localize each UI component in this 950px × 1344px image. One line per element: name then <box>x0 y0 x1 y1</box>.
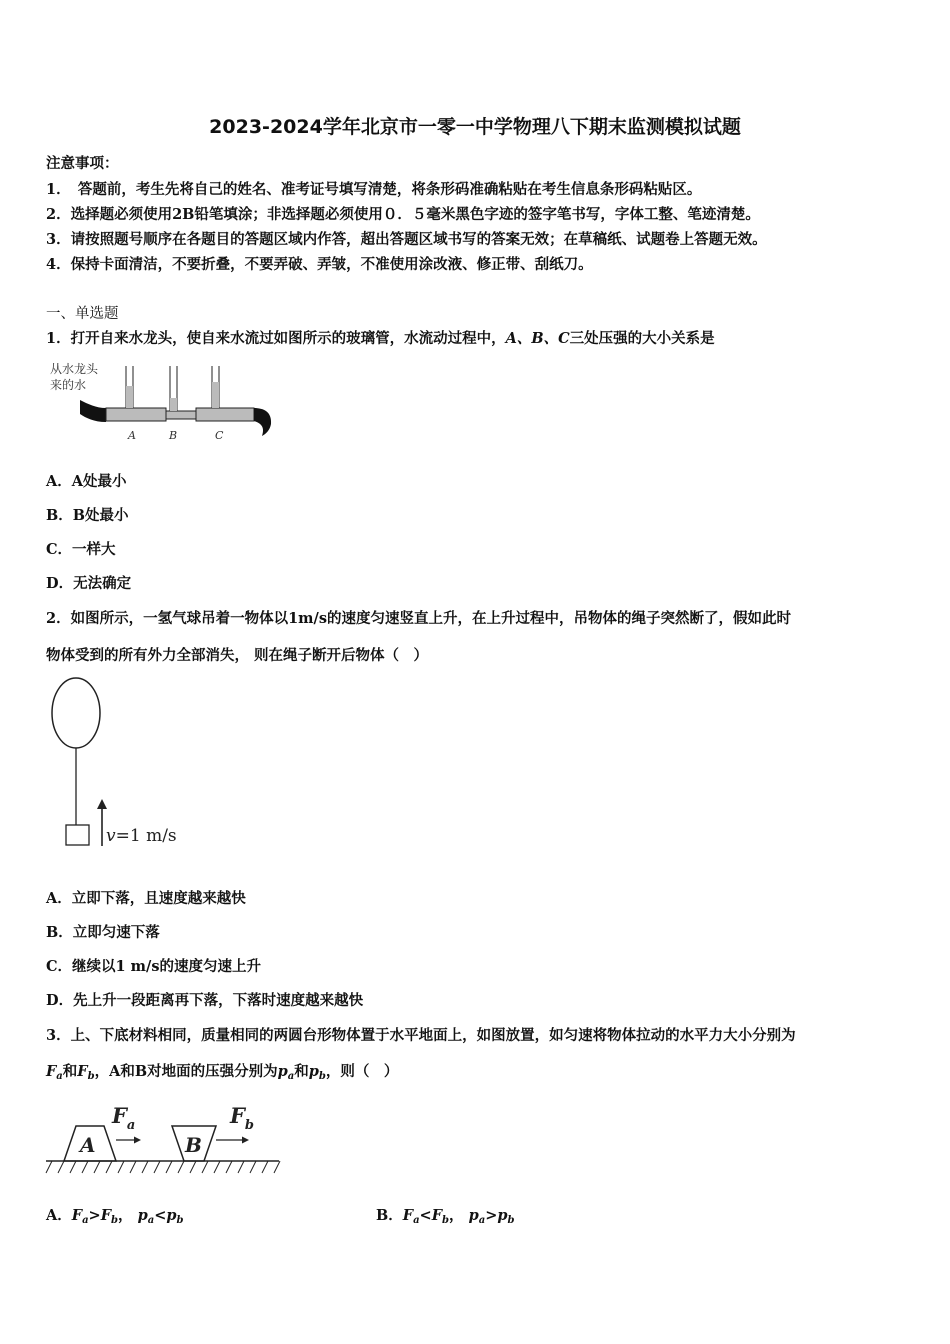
q1-fig-label-1: 从水龙头 <box>50 362 99 376</box>
q3-option-b[interactable]: B．$F_a<F_b$， $p_a>p_b$ <box>376 1207 515 1226</box>
q1-option-c[interactable]: C．一样大 <box>46 541 116 558</box>
q3-frustum-figure <box>44 1098 284 1180</box>
q3-fig-fa: $F_a$ <box>112 1103 136 1133</box>
q1-fig-a: A <box>128 429 136 442</box>
q3-fig-b: B <box>185 1133 202 1157</box>
q2-fig-speed: =1 m/s <box>115 826 177 846</box>
q2-option-c[interactable]: C．继续以1 m/s的速度匀速上升 <box>46 958 261 975</box>
q3-stem-line2: $F_a$和$F_b$，A和B对地面的压强分别为$p_a$和$p_b$，则（ ） <box>46 1063 399 1082</box>
notice-item-3: 3．请按照题号顺序在各题目的答题区域内作答，超出答题区域书写的答案无效；在草稿纸、试题卷上答题无效。 <box>46 231 767 248</box>
q2-option-b[interactable]: B．立即匀速下落 <box>46 924 160 941</box>
q1-stem: 1．打开自来水龙头，使自来水流过如图所示的玻璃管，水流动过程中，A、B、C三处压强的大小关系是 <box>46 330 715 347</box>
q1-pipe-figure <box>46 358 276 448</box>
notice-item-2: 2．选择题必须使用2B铅笔填涂；非选择题必须使用０．５毫米黑色字迹的签字笔书写，字体工整、笔迹清楚。 <box>46 206 760 223</box>
q1-option-a[interactable]: A．A处最小 <box>46 473 127 490</box>
q3-fig-a: A <box>80 1133 96 1157</box>
section-heading: 一、单选题 <box>46 306 119 322</box>
svg-text:v=1 m/s <box>106 826 177 846</box>
q3-fig-fb: $F_b$ <box>230 1103 255 1133</box>
q3-stem-line1: 3．上、下底材料相同，质量相同的两圆台形物体置于水平地面上，如图放置，如匀速将物体拉动的水平力大小分别为 <box>46 1027 796 1044</box>
q2-balloon-figure <box>46 675 216 855</box>
q2-stem-line2: 物体受到的所有外力全部消失， 则在绳子断开后物体（ ） <box>46 647 429 664</box>
q2-fig-v: v <box>106 826 116 846</box>
page-title: 2023-2024学年北京市一零一中学物理八下期末监测模拟试题 <box>209 116 741 138</box>
q2-option-a[interactable]: A．立即下落，且速度越来越快 <box>46 890 246 907</box>
notice-item-1: 1． 答题前，考生先将自己的姓名、准考证号填写清楚，将条形码准确粘贴在考生信息条形码粘贴区。 <box>46 181 702 198</box>
q3-option-a[interactable]: A．$F_a>F_b$， $p_a<p_b$ <box>46 1207 184 1226</box>
q2-stem-line1: 2．如图所示，一氢气球吊着一物体以1m/s的速度匀速竖直上升，在上升过程中，吊物体的绳子突然断了，假如此时 <box>46 610 791 627</box>
q2-option-d[interactable]: D．先上升一段距离再下落，下落时速度越来越快 <box>46 992 364 1009</box>
notice-item-4: 4．保持卡面清洁，不要折叠，不要弄破、弄皱，不准使用涂改液、修正带、刮纸刀。 <box>46 256 593 273</box>
q1-fig-b: B <box>169 429 178 442</box>
q1-fig-label-2: 来的水 <box>50 378 87 392</box>
q1-option-b[interactable]: B．B处最小 <box>46 507 129 524</box>
q1-option-d[interactable]: D．无法确定 <box>46 575 132 592</box>
notice-heading: 注意事项： <box>46 155 119 172</box>
q1-fig-c: C <box>215 429 224 442</box>
